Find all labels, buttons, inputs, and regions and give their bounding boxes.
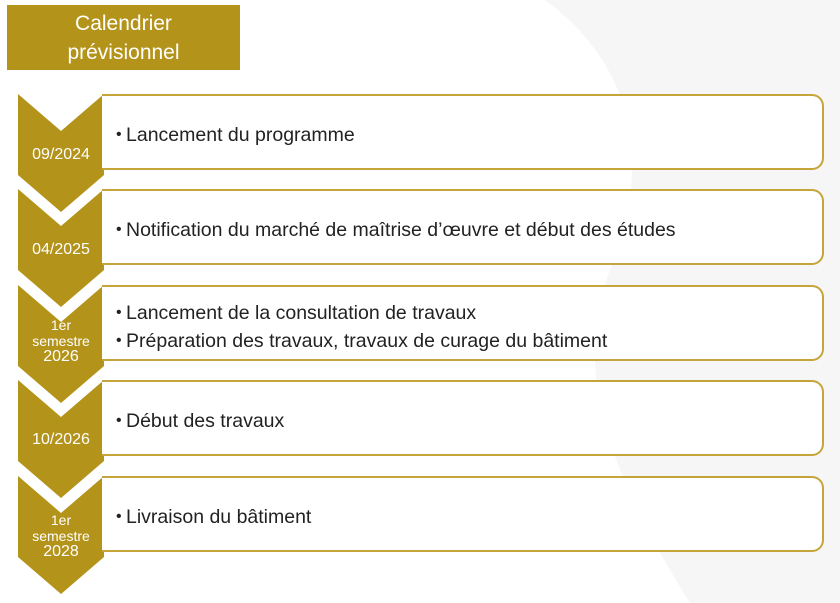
milestone-card bbox=[102, 189, 824, 265]
milestone-bullet: • Lancement de la consultation de travaux bbox=[116, 300, 607, 328]
milestone-bullet: • Préparation des travaux, travaux de curage du bâtiment bbox=[116, 328, 607, 356]
date-label bbox=[18, 512, 104, 560]
milestone-bullet: • Début des travaux bbox=[116, 408, 284, 436]
date-label bbox=[18, 431, 104, 449]
milestone-bullet-list bbox=[116, 122, 355, 150]
date-label-line: 1er bbox=[50, 317, 72, 333]
date-label-line: 04/2025 bbox=[32, 241, 90, 258]
milestone-card bbox=[102, 476, 824, 552]
date-label-line: semestre bbox=[32, 528, 90, 544]
page-title-line-1: Calendrier bbox=[75, 11, 172, 35]
date-label-line: 09/2024 bbox=[32, 146, 90, 163]
date-label bbox=[18, 146, 104, 164]
date-label-line: semestre bbox=[32, 333, 90, 349]
milestone-bullet-list bbox=[116, 504, 311, 532]
milestone-bullet: • Lancement du programme bbox=[116, 122, 355, 150]
date-label bbox=[18, 317, 104, 365]
milestone-bullet-list bbox=[116, 217, 676, 245]
milestone-card bbox=[102, 380, 824, 456]
milestone-card bbox=[102, 94, 824, 170]
milestone-bullet: • Notification du marché de maîtrise d’œuvre et début des études bbox=[116, 217, 676, 245]
date-label-line: 2026 bbox=[43, 348, 79, 365]
milestone-bullet-list bbox=[116, 300, 607, 356]
page-title-line-2: prévisionnel bbox=[67, 40, 180, 64]
milestone-card bbox=[102, 285, 824, 361]
page-title bbox=[7, 5, 240, 70]
date-label bbox=[18, 241, 104, 259]
date-chevron bbox=[18, 476, 104, 594]
milestone-bullet-list bbox=[116, 408, 284, 436]
date-label-line: 2028 bbox=[43, 543, 79, 560]
date-label-line: 10/2026 bbox=[32, 431, 90, 448]
milestone-bullet: • Livraison du bâtiment bbox=[116, 504, 311, 532]
date-label-line: 1er bbox=[50, 512, 72, 528]
